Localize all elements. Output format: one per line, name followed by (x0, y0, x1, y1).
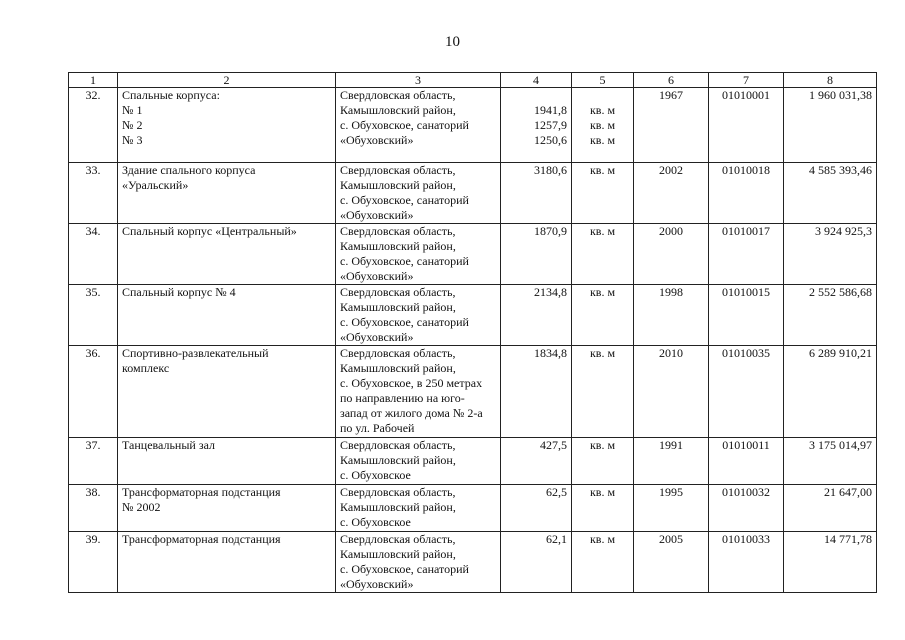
object-address (336, 438, 501, 485)
object-area-line: 1941,8 (534, 103, 567, 117)
object-name-line: № 2002 (122, 500, 161, 514)
commission-year: 1967 (634, 88, 709, 163)
table-row (69, 163, 877, 224)
object-address (336, 285, 501, 346)
object-address-line: с. Обуховское, санаторий (340, 562, 469, 576)
area-unit-line: кв. м (589, 163, 616, 177)
book-value: 3 924 925,3 (784, 224, 877, 285)
commission-year: 1998 (634, 285, 709, 346)
area-unit-line: кв. м (589, 438, 616, 452)
object-name-line: Здание спального корпуса (122, 163, 256, 177)
object-name-line: Спальные корпуса: (122, 88, 220, 102)
object-address-line: «Обуховский» (340, 208, 414, 222)
object-area (501, 88, 572, 163)
object-address-line: по ул. Рабочей (340, 421, 415, 435)
object-name-line: № 3 (122, 133, 143, 147)
object-address-line: Свердловская область, (340, 285, 456, 299)
object-name-line: Танцевальный зал (122, 438, 215, 452)
area-unit-line: кв. м (589, 346, 616, 360)
inventory-code: 01010018 (709, 163, 784, 224)
object-name (118, 532, 336, 593)
table-row (69, 532, 877, 593)
book-value: 1 960 031,38 (784, 88, 877, 163)
area-unit (572, 224, 634, 285)
object-name-line: № 1 (122, 103, 143, 117)
object-area (501, 485, 572, 532)
area-unit (572, 88, 634, 163)
object-address-line: Свердловская область, (340, 438, 456, 452)
inventory-code: 01010011 (709, 438, 784, 485)
col-header: 1 (69, 73, 118, 88)
object-address-line: с. Обуховское (340, 468, 411, 482)
inventory-code: 01010035 (709, 346, 784, 438)
object-address-line: с. Обуховское, санаторий (340, 254, 469, 268)
object-name-line: Спортивно-развлекательный (122, 346, 269, 360)
object-address-line: Свердловская область, (340, 88, 456, 102)
commission-year: 1991 (634, 438, 709, 485)
object-address-line: Свердловская область, (340, 163, 456, 177)
object-address-line: «Обуховский» (340, 330, 414, 344)
row-number: 39. (69, 532, 118, 593)
col-header: 7 (709, 73, 784, 88)
inventory-code: 01010015 (709, 285, 784, 346)
row-number: 36. (69, 346, 118, 438)
object-address-line: Камышловский район, (340, 453, 456, 467)
object-area-line: 62,5 (546, 485, 567, 499)
object-address-line: Свердловская область, (340, 346, 456, 360)
col-header: 5 (572, 73, 634, 88)
object-address-line: Свердловская область, (340, 532, 456, 546)
object-name-line: комплекс (122, 361, 170, 375)
object-name (118, 346, 336, 438)
object-name-line: № 2 (122, 118, 143, 132)
page-number: 10 (445, 34, 460, 50)
object-area (501, 285, 572, 346)
row-number: 38. (69, 485, 118, 532)
area-unit-line: кв. м (589, 485, 616, 499)
table-row (69, 224, 877, 285)
object-address-line: Камышловский район, (340, 361, 456, 375)
area-unit-line: кв. м (589, 118, 616, 132)
object-name-line: Спальный корпус «Центральный» (122, 224, 297, 238)
object-address-line: Камышловский район, (340, 178, 456, 192)
book-value: 2 552 586,68 (784, 285, 877, 346)
col-header: 4 (501, 73, 572, 88)
row-number: 34. (69, 224, 118, 285)
object-name-line: «Уральский» (122, 178, 189, 192)
object-address-line: Камышловский район, (340, 300, 456, 314)
table-row (69, 88, 877, 163)
object-name (118, 485, 336, 532)
object-area (501, 532, 572, 593)
object-address-line: с. Обуховское, санаторий (340, 315, 469, 329)
table-row (69, 438, 877, 485)
book-value: 14 771,78 (784, 532, 877, 593)
object-area-line: 1257,9 (534, 118, 567, 132)
table-row (69, 285, 877, 346)
area-unit (572, 285, 634, 346)
commission-year: 2002 (634, 163, 709, 224)
col-header: 2 (118, 73, 336, 88)
area-unit-line: кв. м (589, 285, 616, 299)
area-unit-line: кв. м (589, 532, 616, 546)
object-area-line: 1870,9 (534, 224, 567, 238)
object-area-line: 1250,6 (534, 133, 567, 147)
object-area-line: 62,1 (546, 532, 567, 546)
object-area (501, 346, 572, 438)
object-address-line: с. Обуховское, санаторий (340, 193, 469, 207)
object-address-line: «Обуховский» (340, 133, 414, 147)
object-name-line: Трансформаторная подстанция (122, 485, 281, 499)
table-row (69, 485, 877, 532)
object-address (336, 346, 501, 438)
object-area-line (505, 88, 567, 103)
header-row (69, 73, 877, 88)
object-address (336, 224, 501, 285)
object-area (501, 438, 572, 485)
col-header: 3 (336, 73, 501, 88)
area-unit (572, 438, 634, 485)
col-header: 8 (784, 73, 877, 88)
row-number: 35. (69, 285, 118, 346)
col-header: 6 (634, 73, 709, 88)
object-address-line: Камышловский район, (340, 547, 456, 561)
inventory-code: 01010032 (709, 485, 784, 532)
row-number: 37. (69, 438, 118, 485)
area-unit-line: кв. м (589, 133, 616, 147)
book-value: 4 585 393,46 (784, 163, 877, 224)
commission-year: 2000 (634, 224, 709, 285)
book-value: 21 647,00 (784, 485, 877, 532)
object-area-line: 1834,8 (534, 346, 567, 360)
object-name-line: Спальный корпус № 4 (122, 285, 236, 299)
object-area (501, 224, 572, 285)
object-name (118, 285, 336, 346)
row-number: 33. (69, 163, 118, 224)
object-address (336, 485, 501, 532)
object-name (118, 163, 336, 224)
area-unit-line (576, 88, 629, 103)
object-name-line: Трансформаторная подстанция (122, 532, 281, 546)
object-address-line: с. Обуховское (340, 515, 411, 529)
commission-year: 1995 (634, 485, 709, 532)
row-number: 32. (69, 88, 118, 163)
property-registry-table (68, 72, 877, 593)
object-address-line: Камышловский район, (340, 500, 456, 514)
object-area (501, 163, 572, 224)
object-address-line: «Обуховский» (340, 577, 414, 591)
object-name (118, 224, 336, 285)
object-area-line: 2134,8 (534, 285, 567, 299)
object-address (336, 88, 501, 163)
object-address-line: Свердловская область, (340, 224, 456, 238)
object-address-line: Камышловский район, (340, 103, 456, 117)
inventory-code: 01010001 (709, 88, 784, 163)
object-name (118, 438, 336, 485)
area-unit-line: кв. м (589, 224, 616, 238)
commission-year: 2005 (634, 532, 709, 593)
inventory-code: 01010033 (709, 532, 784, 593)
inventory-code: 01010017 (709, 224, 784, 285)
commission-year: 2010 (634, 346, 709, 438)
area-unit (572, 163, 634, 224)
area-unit (572, 532, 634, 593)
object-address-line: по направлению на юго- (340, 391, 465, 405)
object-name (118, 88, 336, 163)
book-value: 6 289 910,21 (784, 346, 877, 438)
object-address (336, 532, 501, 593)
book-value: 3 175 014,97 (784, 438, 877, 485)
object-address-line: «Обуховский» (340, 269, 414, 283)
object-address (336, 163, 501, 224)
object-address-line: Камышловский район, (340, 239, 456, 253)
object-address-line: Свердловская область, (340, 485, 456, 499)
object-address-line: с. Обуховское, в 250 метрах (340, 376, 483, 390)
object-area-line: 3180,6 (534, 163, 567, 177)
area-unit-line: кв. м (589, 103, 616, 117)
object-area-line: 427,5 (540, 438, 567, 452)
area-unit (572, 485, 634, 532)
area-unit (572, 346, 634, 438)
object-address-line: с. Обуховское, санаторий (340, 118, 469, 132)
object-address-line: запад от жилого дома № 2-а (340, 406, 483, 420)
table-row (69, 346, 877, 438)
